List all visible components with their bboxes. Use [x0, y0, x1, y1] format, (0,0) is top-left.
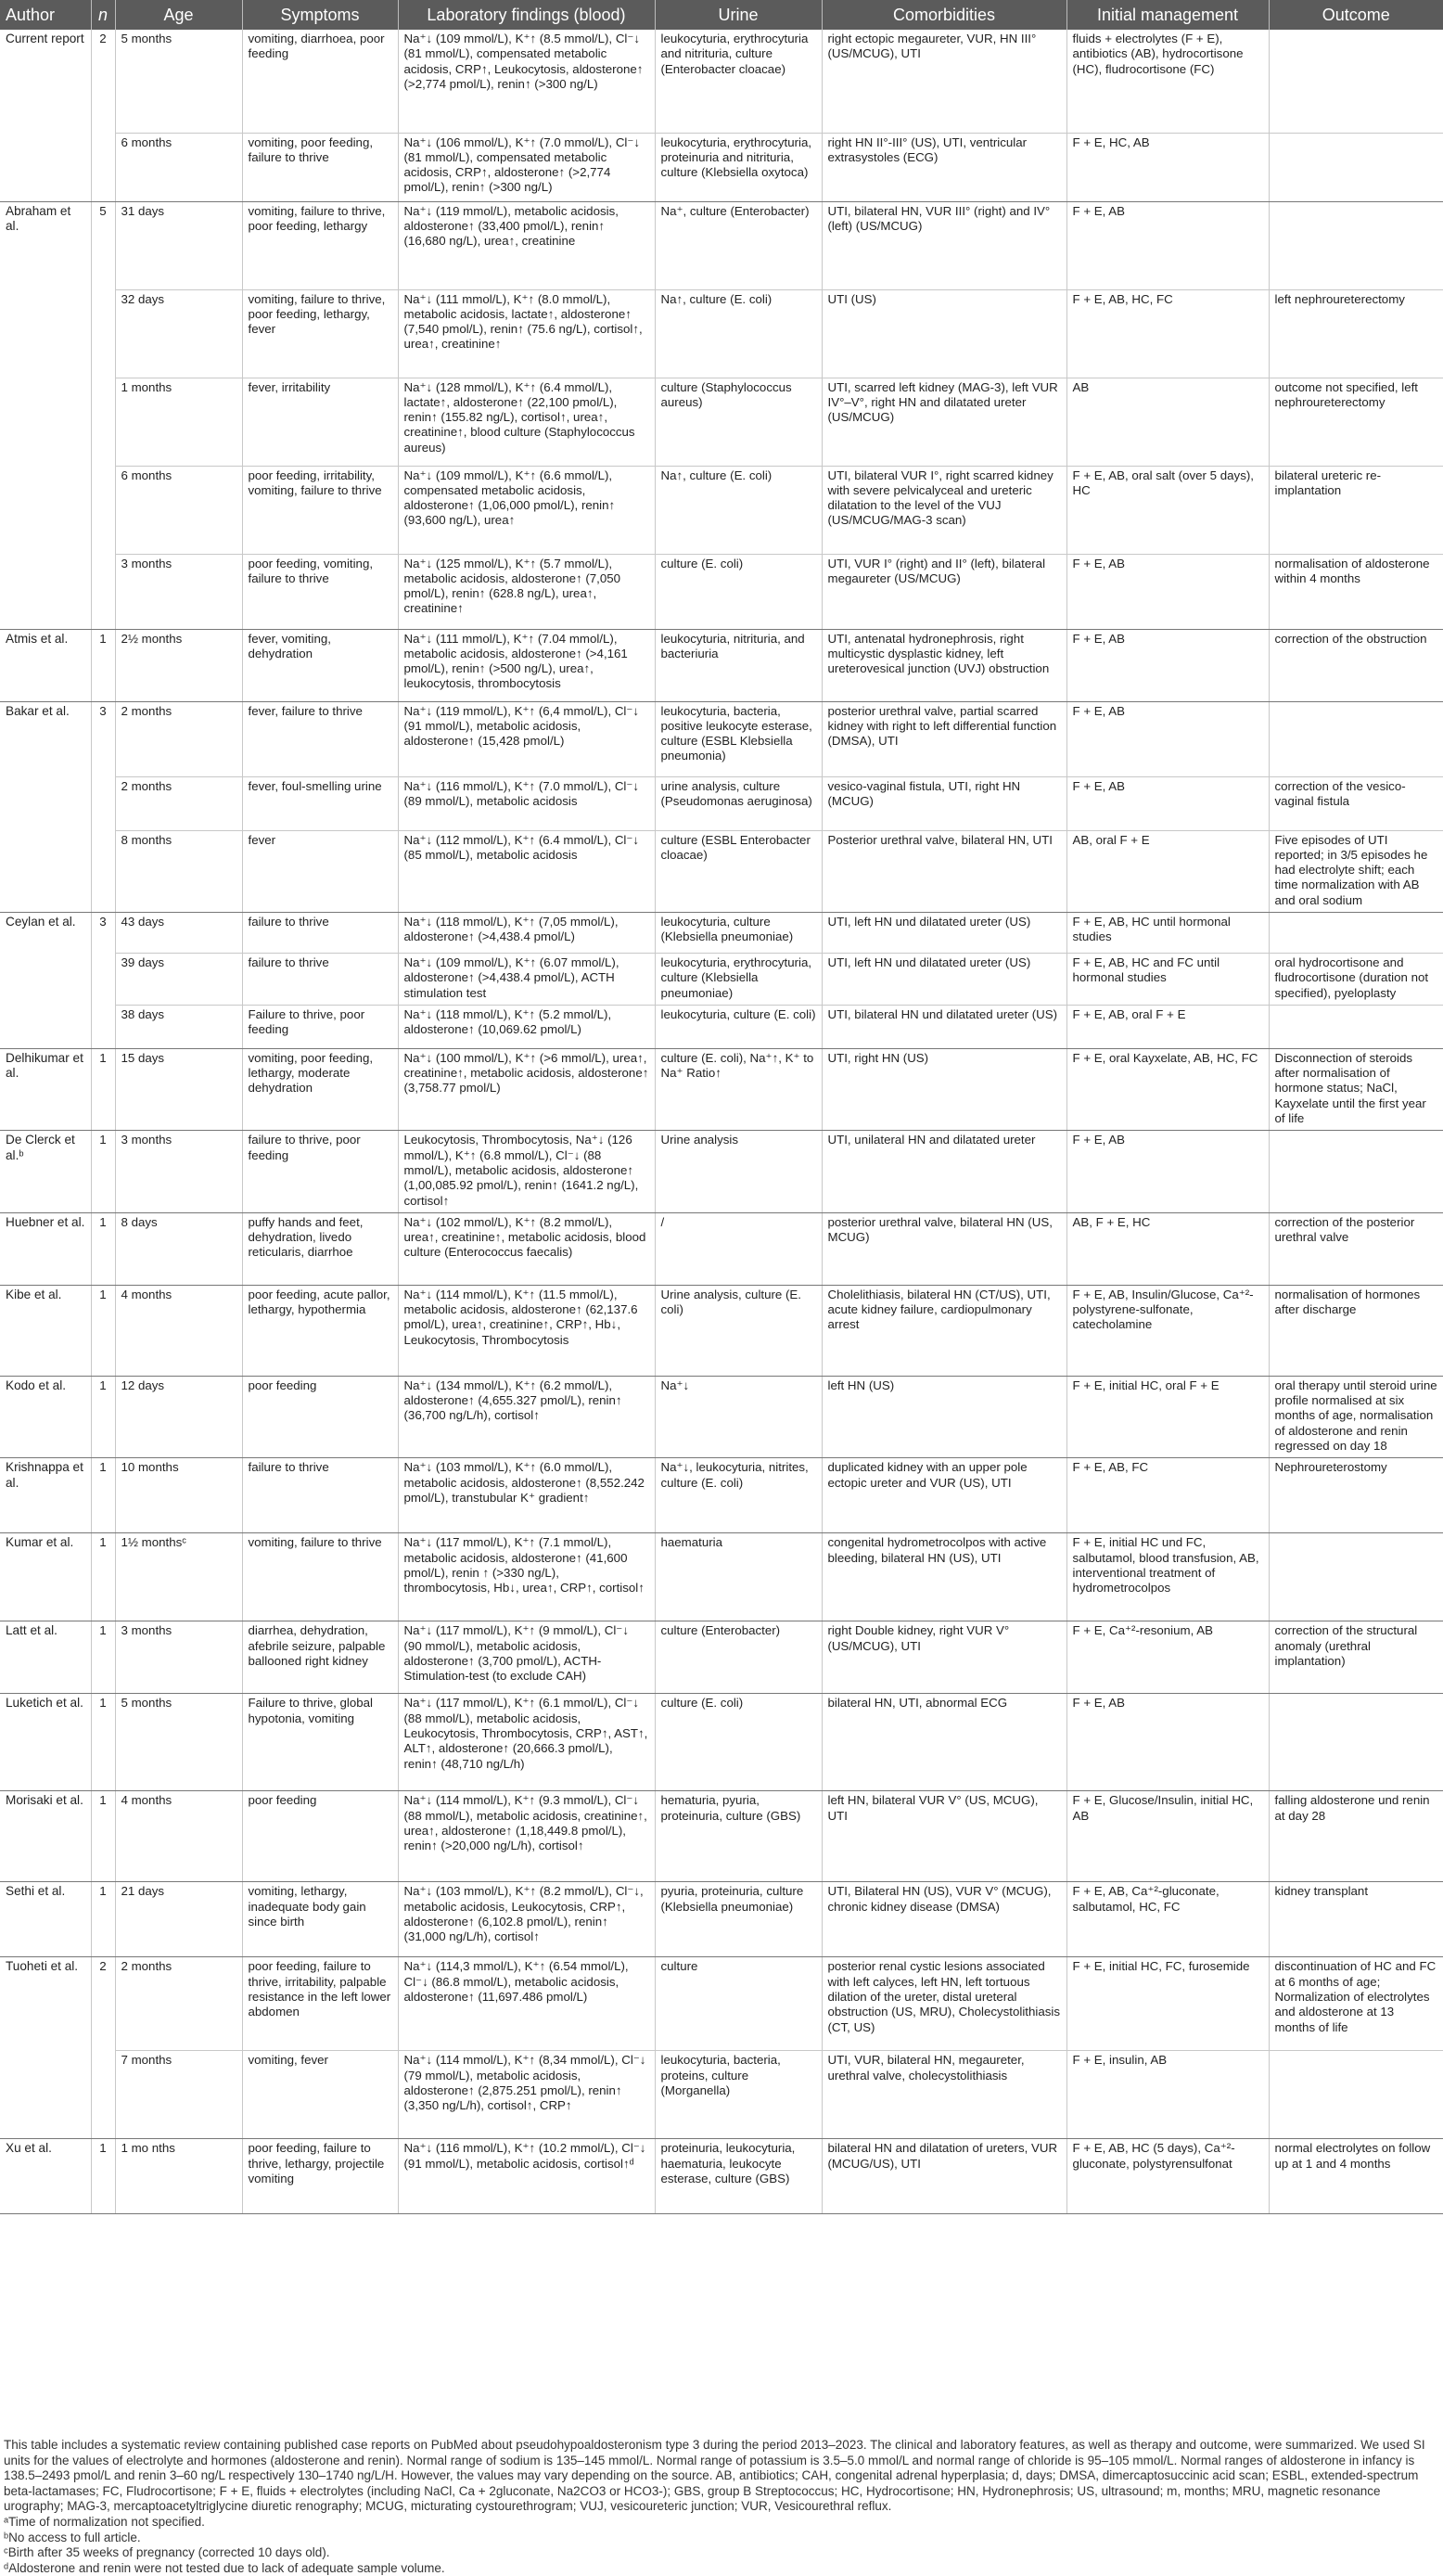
cell-lab: Na⁺↓ (118 mmol/L), K⁺↑ (5.2 mmol/L), aldosterone↑ (10,069.62 pmol/L): [398, 1005, 655, 1048]
cell-author: Luketich et al.: [0, 1694, 91, 1791]
cell-urine: culture (E. coli), Na⁺↑, K⁺ to Na⁺ Ratio↑: [655, 1048, 822, 1130]
cell-urine: Na↑, culture (E. coli): [655, 466, 822, 554]
table-row: [0, 953, 1443, 1005]
cell-urine: proteinuria, leukocyturia, haematuria, leukocyte esterase, culture (GBS): [655, 2139, 822, 2214]
cell-management: F + E, AB, FC: [1066, 1458, 1269, 1533]
cell-age: 43 days: [115, 912, 242, 953]
cell-author: Huebner et al.: [0, 1212, 91, 1285]
col-header-lab: Laboratory findings (blood): [398, 0, 655, 30]
cell-lab: Na⁺↓ (109 mmol/L), K⁺↑ (8.5 mmol/L), Cl⁻↓ (81 mmol/L), compensated metabolic acidosis, CRP↑, Leukocytosis, aldosterone↑ (>2,774 pmol/L), renin↑ (>300 ng/L): [398, 30, 655, 133]
cell-comorbidities: UTI, unilateral HN and dilatated ureter: [822, 1131, 1066, 1212]
cell-symptoms: vomiting, fever: [242, 2051, 398, 2139]
cell-age: 21 days: [115, 1882, 242, 1957]
cell-management: F + E, AB, Insulin/Glucose, Ca⁺²-polystyrene-sulfonate, catecholamine: [1066, 1285, 1269, 1376]
cell-comorbidities: UTI, scarred left kidney (MAG-3), left VUR IV°–V°, right HN and dilatated ureter (US/MCUG): [822, 378, 1066, 466]
cell-n: 1: [91, 1694, 115, 1791]
cell-symptoms: poor feeding, vomiting, failure to thrive: [242, 554, 398, 629]
cell-age: 1 months: [115, 378, 242, 466]
cell-urine: leukocyturia, bacteria, positive leukocyte esterase, culture (ESBL Klebsiella pneumonia): [655, 701, 822, 776]
cell-management: F + E, AB: [1066, 776, 1269, 830]
cell-n: 1: [91, 1882, 115, 1957]
cell-comorbidities: left HN (US): [822, 1376, 1066, 1457]
cell-comorbidities: UTI, Bilateral HN (US), VUR V° (MCUG), chronic kidney disease (DMSA): [822, 1882, 1066, 1957]
cell-management: F + E, AB: [1066, 201, 1269, 289]
cell-symptoms: poor feeding: [242, 1791, 398, 1882]
cell-urine: Na⁺↓: [655, 1376, 822, 1457]
cell-comorbidities: vesico-vaginal fistula, UTI, right HN (MCUG): [822, 776, 1066, 830]
cell-outcome: [1269, 30, 1443, 133]
table-row: [0, 30, 1443, 133]
cell-symptoms: poor feeding, acute pallor, lethargy, hypothermia: [242, 1285, 398, 1376]
cell-age: 2 months: [115, 776, 242, 830]
cell-symptoms: poor feeding, irritability, vomiting, failure to thrive: [242, 466, 398, 554]
cell-management: F + E, AB, HC and FC until hormonal studies: [1066, 953, 1269, 1005]
cell-management: F + E, AB, oral salt (over 5 days), HC: [1066, 466, 1269, 554]
cell-urine: Urine analysis: [655, 1131, 822, 1212]
cell-age: 3 months: [115, 1131, 242, 1212]
cell-urine: Na↑, culture (E. coli): [655, 289, 822, 378]
col-header-management: Initial management: [1066, 0, 1269, 30]
cell-age: 39 days: [115, 953, 242, 1005]
table-row: [0, 1791, 1443, 1882]
cell-lab: Na⁺↓ (106 mmol/L), K⁺↑ (7.0 mmol/L), Cl⁻↓ (81 mmol/L), compensated metabolic acidosis, CRP↑, aldosterone↑ (>2,774 pmol/L), renin↑ (>300 ng/L): [398, 133, 655, 201]
cell-outcome: [1269, 1131, 1443, 1212]
cell-urine: Na⁺, culture (Enterobacter): [655, 201, 822, 289]
cell-urine: culture (Enterobacter): [655, 1621, 822, 1694]
cell-author: De Clerck et al.ᵇ: [0, 1131, 91, 1212]
cell-comorbidities: UTI, bilateral HN und dilatated ureter (US): [822, 1005, 1066, 1048]
table-row: [0, 1048, 1443, 1130]
cell-outcome: bilateral ureteric re-implantation: [1269, 466, 1443, 554]
cell-lab: Na⁺↓ (100 mmol/L), K⁺↑ (>6 mmol/L), urea↑, creatinine↑, metabolic acidosis, aldosterone↑ (3,758.77 pmol/L): [398, 1048, 655, 1130]
cell-comorbidities: UTI, VUR I° (right) and II° (left), bilateral megaureter (US/MCUG): [822, 554, 1066, 629]
cell-comorbidities: bilateral HN and dilatation of ureters, VUR (MCUG/US), UTI: [822, 2139, 1066, 2214]
cell-outcome: [1269, 1694, 1443, 1791]
cell-n: 5: [91, 201, 115, 629]
col-header-outcome: Outcome: [1269, 0, 1443, 30]
cell-age: 6 months: [115, 466, 242, 554]
cell-lab: Na⁺↓ (114 mmol/L), K⁺↑ (8,34 mmol/L), Cl⁻↓ (79 mmol/L), metabolic acidosis, aldosterone↑ (2,875.251 pmol/L), renin↑ (3,350 ng/L/h), cortisol↑, CRP↑: [398, 2051, 655, 2139]
table-row: [0, 554, 1443, 629]
cell-outcome: [1269, 701, 1443, 776]
cell-n: 3: [91, 701, 115, 912]
cell-urine: hematuria, pyuria, proteinuria, culture (GBS): [655, 1791, 822, 1882]
cell-lab: Na⁺↓ (102 mmol/L), K⁺↑ (8.2 mmol/L), urea↑, creatinine↑, metabolic acidosis, blood culture (Enterococcus faecalis): [398, 1212, 655, 1285]
col-header-symptoms: Symptoms: [242, 0, 398, 30]
cell-comorbidities: UTI, left HN und dilatated ureter (US): [822, 953, 1066, 1005]
cell-outcome: correction of the obstruction: [1269, 629, 1443, 701]
table-footnotes: [0, 2438, 1443, 2576]
cell-outcome: normal electrolytes on follow up at 1 and 4 months: [1269, 2139, 1443, 2214]
cell-lab: Na⁺↓ (117 mmol/L), K⁺↑ (6.1 mmol/L), Cl⁻↓ (88 mmol/L), metabolic acidosis, Leukocytosis, Thrombocytosis, CRP↑, AST↑, ALT↑, aldosterone↑ (20,666.3 pmol/L), renin↑ (48,710 ng/L/h): [398, 1694, 655, 1791]
table-row: [0, 133, 1443, 201]
cell-symptoms: poor feeding: [242, 1376, 398, 1457]
cell-symptoms: vomiting, poor feeding, failure to thrive: [242, 133, 398, 201]
cell-management: F + E, HC, AB: [1066, 133, 1269, 201]
cell-comorbidities: right ectopic megaureter, VUR, HN III° (US/MCUG), UTI: [822, 30, 1066, 133]
cell-comorbidities: right HN II°-III° (US), UTI, ventricular extrasystoles (ECG): [822, 133, 1066, 201]
cell-symptoms: fever, failure to thrive: [242, 701, 398, 776]
cell-lab: Na⁺↓ (114 mmol/L), K⁺↑ (11.5 mmol/L), metabolic acidosis, aldosterone↑ (62,137.6 pmol/L), urea↑, creatinine↑, CRP↑, Hb↓, Leukocytosis, Thrombocytosis: [398, 1285, 655, 1376]
cell-lab: Na⁺↓ (109 mmol/L), K⁺↑ (6.07 mmol/L), aldosterone↑ (>4,438.4 pmol/L), ACTH stimulation test: [398, 953, 655, 1005]
table-row: [0, 1005, 1443, 1048]
cell-outcome: correction of the structural anomaly (urethral implantation): [1269, 1621, 1443, 1694]
cell-comorbidities: posterior renal cystic lesions associated with left calyces, left HN, left tortuous dilation of the ureter, distal ureteral obstruction (US, MRU), Cholecystolithiasis (CT, US): [822, 1957, 1066, 2051]
table-body: [0, 30, 1443, 2214]
cell-n: 1: [91, 1376, 115, 1457]
cell-symptoms: failure to thrive: [242, 1458, 398, 1533]
cell-symptoms: fever, vomiting, dehydration: [242, 629, 398, 701]
cell-comorbidities: congenital hydrometrocolpos with active bleeding, bilateral HN (US), UTI: [822, 1533, 1066, 1621]
cell-management: F + E, initial HC und FC, salbutamol, blood transfusion, AB, interventional treatment of hydrometrocolpos: [1066, 1533, 1269, 1621]
cell-lab: Na⁺↓ (134 mmol/L), K⁺↑ (6.2 mmol/L), aldosterone↑ (4,655.327 pmol/L), renin↑ (36,700 ng/L/h), cortisol↑: [398, 1376, 655, 1457]
cell-age: 8 months: [115, 830, 242, 912]
cell-comorbidities: duplicated kidney with an upper pole ectopic ureter and VUR (US), UTI: [822, 1458, 1066, 1533]
cell-lab: Na⁺↓ (112 mmol/L), K⁺↑ (6.4 mmol/L), Cl⁻↓ (85 mmol/L), metabolic acidosis: [398, 830, 655, 912]
cell-outcome: oral therapy until steroid urine profile normalised at six months of age, normalisation of aldosterone and renin regressed on day 18: [1269, 1376, 1443, 1457]
cell-urine: leukocyturia, erythrocyturia, culture (Klebsiella pneumoniae): [655, 953, 822, 1005]
cell-urine: Na⁺↓, leukocyturia, nitrites, culture (E. coli): [655, 1458, 822, 1533]
cell-outcome: oral hydrocortisone and fludrocortisone (duration not specified), pyeloplasty: [1269, 953, 1443, 1005]
cell-symptoms: failure to thrive: [242, 912, 398, 953]
cell-symptoms: vomiting, lethargy, inadequate body gain since birth: [242, 1882, 398, 1957]
cell-comorbidities: right Double kidney, right VUR V° (US/MCUG), UTI: [822, 1621, 1066, 1694]
table-row: [0, 2139, 1443, 2214]
table-row: [0, 1376, 1443, 1457]
cell-age: 4 months: [115, 1791, 242, 1882]
cell-lab: Na⁺↓ (103 mmol/L), K⁺↑ (6.0 mmol/L), metabolic acidosis, aldosterone↑ (8,552.242 pmol/L), transtubular K⁺ gradient↑: [398, 1458, 655, 1533]
table-row: [0, 289, 1443, 378]
cell-lab: Na⁺↓ (119 mmol/L), metabolic acidosis, aldosterone↑ (33,400 pmol/L), renin↑ (16,680 ng/L), urea↑, creatinine: [398, 201, 655, 289]
cell-n: 1: [91, 1533, 115, 1621]
cell-lab: Na⁺↓ (116 mmol/L), K⁺↑ (7.0 mmol/L), Cl⁻↓ (89 mmol/L), metabolic acidosis: [398, 776, 655, 830]
cell-urine: leukocyturia, culture (Klebsiella pneumoniae): [655, 912, 822, 953]
cell-author: Tuoheti et al.: [0, 1957, 91, 2139]
cell-author: Current report: [0, 30, 91, 201]
cell-urine: pyuria, proteinuria, culture (Klebsiella pneumoniae): [655, 1882, 822, 1957]
cell-outcome: correction of the vesico-vaginal fistula: [1269, 776, 1443, 830]
cell-outcome: [1269, 912, 1443, 953]
col-header-n: n: [91, 0, 115, 30]
cell-age: 15 days: [115, 1048, 242, 1130]
table-row: [0, 912, 1443, 953]
cell-comorbidities: UTI, bilateral HN, VUR III° (right) and IV° (left) (US/MCUG): [822, 201, 1066, 289]
table-row: [0, 1621, 1443, 1694]
cell-management: F + E, insulin, AB: [1066, 2051, 1269, 2139]
cell-lab: Na⁺↓ (119 mmol/L), K⁺↑ (6,4 mmol/L), Cl⁻↓ (91 mmol/L), metabolic acidosis, aldosterone↑ (15,428 pmol/L): [398, 701, 655, 776]
cell-urine: Urine analysis, culture (E. coli): [655, 1285, 822, 1376]
cell-management: F + E, Ca⁺²-resonium, AB: [1066, 1621, 1269, 1694]
cell-urine: urine analysis, culture (Pseudomonas aeruginosa): [655, 776, 822, 830]
cell-n: 1: [91, 1458, 115, 1533]
cell-age: 2½ months: [115, 629, 242, 701]
cell-lab: Na⁺↓ (128 mmol/L), K⁺↑ (6.4 mmol/L), lactate↑, aldosterone↑ (22,100 pmol/L), renin↑ (155.82 ng/L), cortisol↑, urea↑, creatinine↑, blood culture (Staphylococcus aureus): [398, 378, 655, 466]
cell-management: F + E, AB, HC, FC: [1066, 289, 1269, 378]
cell-management: F + E, AB: [1066, 629, 1269, 701]
cell-comorbidities: posterior urethral valve, partial scarred kidney with right to left differential function (DMSA), UTI: [822, 701, 1066, 776]
cell-outcome: left nephroureterectomy: [1269, 289, 1443, 378]
table-header-row: [0, 0, 1443, 30]
cell-symptoms: vomiting, poor feeding, lethargy, moderate dehydration: [242, 1048, 398, 1130]
cell-lab: Na⁺↓ (125 mmol/L), K⁺↑ (5.7 mmol/L), metabolic acidosis, aldosterone↑ (7,050 pmol/L), renin↑ (628.8 ng/L), urea↑, creatinine↑: [398, 554, 655, 629]
cell-comorbidities: UTI, antenatal hydronephrosis, right multicystic dysplastic kidney, left ureterovesical junction (UVJ) obstruction: [822, 629, 1066, 701]
cell-management: F + E, AB, HC until hormonal studies: [1066, 912, 1269, 953]
cell-comorbidities: bilateral HN, UTI, abnormal ECG: [822, 1694, 1066, 1791]
cell-outcome: Nephroureterostomy: [1269, 1458, 1443, 1533]
cell-n: 3: [91, 912, 115, 1048]
cell-management: F + E, AB: [1066, 701, 1269, 776]
cell-outcome: [1269, 133, 1443, 201]
table-row: [0, 1212, 1443, 1285]
cell-management: F + E, AB, oral F + E: [1066, 1005, 1269, 1048]
cell-lab: Na⁺↓ (118 mmol/L), K⁺↑ (7,05 mmol/L), aldosterone↑ (>4,438.4 pmol/L): [398, 912, 655, 953]
cell-n: 1: [91, 1791, 115, 1882]
cell-symptoms: vomiting, diarrhoea, poor feeding: [242, 30, 398, 133]
table-row: [0, 830, 1443, 912]
cell-n: 1: [91, 1285, 115, 1376]
cell-urine: /: [655, 1212, 822, 1285]
cell-outcome: falling aldosterone und renin at day 28: [1269, 1791, 1443, 1882]
cell-urine: culture: [655, 1957, 822, 2051]
cell-author: Ceylan et al.: [0, 912, 91, 1048]
cell-comorbidities: UTI (US): [822, 289, 1066, 378]
cell-management: F + E, AB: [1066, 1131, 1269, 1212]
cell-outcome: normalisation of hormones after discharge: [1269, 1285, 1443, 1376]
cell-author: Xu et al.: [0, 2139, 91, 2214]
cell-symptoms: Failure to thrive, global hypotonia, vomiting: [242, 1694, 398, 1791]
table-row: [0, 1458, 1443, 1533]
cell-author: Kodo et al.: [0, 1376, 91, 1457]
cell-urine: culture (Staphylococcus aureus): [655, 378, 822, 466]
cell-symptoms: fever: [242, 830, 398, 912]
cell-outcome: correction of the posterior urethral valve: [1269, 1212, 1443, 1285]
cell-age: 2 months: [115, 1957, 242, 2051]
cell-management: AB: [1066, 378, 1269, 466]
cell-lab: Na⁺↓ (103 mmol/L), K⁺↑ (8.2 mmol/L), Cl⁻↓, metabolic acidosis, Leukocytosis, CRP↑, aldosterone↑ (6,102.8 pmol/L), renin↑ (31,000 ng/L/h), cortisol↑: [398, 1882, 655, 1957]
cell-comorbidities: UTI, right HN (US): [822, 1048, 1066, 1130]
table-row: [0, 201, 1443, 289]
cell-outcome: [1269, 201, 1443, 289]
footnote-d: ᵈAldosterone and renin were not tested due to lack of adequate sample volume.: [4, 2560, 445, 2575]
table-row: [0, 1131, 1443, 1212]
table-row: [0, 1694, 1443, 1791]
table-row: [0, 1533, 1443, 1621]
cell-author: Delhikumar et al.: [0, 1048, 91, 1130]
cell-comorbidities: UTI, left HN und dilatated ureter (US): [822, 912, 1066, 953]
cell-symptoms: puffy hands and feet, dehydration, livedo reticularis, diarrhoe: [242, 1212, 398, 1285]
cell-author: Abraham et al.: [0, 201, 91, 629]
cell-age: 4 months: [115, 1285, 242, 1376]
cell-management: F + E, AB, Ca⁺²-gluconate, salbutamol, HC, FC: [1066, 1882, 1269, 1957]
cell-management: F + E, oral Kayxelate, AB, HC, FC: [1066, 1048, 1269, 1130]
cell-outcome: outcome not specified, left nephroureterectomy: [1269, 378, 1443, 466]
cell-age: 8 days: [115, 1212, 242, 1285]
cell-management: F + E, Glucose/Insulin, initial HC, AB: [1066, 1791, 1269, 1882]
cell-n: 1: [91, 1621, 115, 1694]
cell-author: Atmis et al.: [0, 629, 91, 701]
cell-n: 1: [91, 629, 115, 701]
cell-author: Morisaki et al.: [0, 1791, 91, 1882]
cell-management: F + E, initial HC, oral F + E: [1066, 1376, 1269, 1457]
cell-n: 1: [91, 1131, 115, 1212]
cell-management: AB, F + E, HC: [1066, 1212, 1269, 1285]
cell-management: F + E, initial HC, FC, furosemide: [1066, 1957, 1269, 2051]
cell-urine: leukocyturia, bacteria, proteins, culture (Morganella): [655, 2051, 822, 2139]
cell-symptoms: failure to thrive: [242, 953, 398, 1005]
cell-symptoms: failure to thrive, poor feeding: [242, 1131, 398, 1212]
cell-age: 6 months: [115, 133, 242, 201]
cell-n: 2: [91, 30, 115, 201]
cell-age: 7 months: [115, 2051, 242, 2139]
cell-outcome: [1269, 1005, 1443, 1048]
cell-urine: culture (E. coli): [655, 1694, 822, 1791]
table-row: [0, 1957, 1443, 2051]
cell-age: 10 months: [115, 1458, 242, 1533]
cell-management: F + E, AB: [1066, 554, 1269, 629]
footnote-b: ᵇNo access to full article.: [4, 2530, 141, 2544]
cell-age: 38 days: [115, 1005, 242, 1048]
cell-lab: Na⁺↓ (117 mmol/L), K⁺↑ (7.1 mmol/L), metabolic acidosis, aldosterone↑ (41,600 pmol/L), renin ↑ (>330 ng/L), thrombocytosis, Hb↓, urea↑, CRP↑, cortisol↑: [398, 1533, 655, 1621]
cell-age: 5 months: [115, 1694, 242, 1791]
cell-urine: leukocyturia, erythrocyturia, proteinuria and nitrituria, culture (Klebsiella oxytoca): [655, 133, 822, 201]
cell-author: Krishnappa et al.: [0, 1458, 91, 1533]
table-row: [0, 701, 1443, 776]
cell-lab: Na⁺↓ (117 mmol/L), K⁺↑ (9 mmol/L), Cl⁻↓ (90 mmol/L), metabolic acidosis, aldosterone↑ (3,700 pmol/L), ACTH-Stimulation-test (to exclude CAH): [398, 1621, 655, 1694]
cell-author: Sethi et al.: [0, 1882, 91, 1957]
cell-comorbidities: UTI, bilateral VUR I°, right scarred kidney with severe pelvicalyceal and ureteric dilatation to the level of the VUJ (US/MCUG/MAG-3 scan): [822, 466, 1066, 554]
cell-n: 1: [91, 2139, 115, 2214]
cell-urine: haematuria: [655, 1533, 822, 1621]
footnote-c: ᶜBirth after 35 weeks of pregnancy (corrected 10 days old).: [4, 2545, 330, 2560]
cell-symptoms: vomiting, failure to thrive, poor feeding, lethargy: [242, 201, 398, 289]
col-header-author: Author: [0, 0, 91, 30]
table-row: [0, 2051, 1443, 2139]
cell-lab: Na⁺↓ (111 mmol/L), K⁺↑ (7.04 mmol/L), metabolic acidosis, aldosterone↑ (>4,161 pmol/L), renin↑ (>500 ng/L), urea↑, leukocytosis, thrombocytosis: [398, 629, 655, 701]
cell-outcome: [1269, 2051, 1443, 2139]
cell-symptoms: fever, irritability: [242, 378, 398, 466]
cell-outcome: kidney transplant: [1269, 1882, 1443, 1957]
cell-urine: leukocyturia, nitrituria, and bacteriuria: [655, 629, 822, 701]
cell-age: 3 months: [115, 1621, 242, 1694]
cell-author: Kibe et al.: [0, 1285, 91, 1376]
cell-n: 2: [91, 1957, 115, 2139]
cell-outcome: Five episodes of UTI reported; in 3/5 episodes he had electrolyte shift; each time normalization with AB and oral sodium: [1269, 830, 1443, 912]
cell-comorbidities: posterior urethral valve, bilateral HN (US, MCUG): [822, 1212, 1066, 1285]
cell-age: 31 days: [115, 201, 242, 289]
table-row: [0, 1882, 1443, 1957]
cell-lab: Na⁺↓ (109 mmol/L), K⁺↑ (6.6 mmol/L), compensated metabolic acidosis, aldosterone↑ (1,06,000 pmol/L), renin↑ (93,600 ng/L), urea↑: [398, 466, 655, 554]
cell-symptoms: poor feeding, failure to thrive, irritability, palpable resistance in the left lower abdomen: [242, 1957, 398, 2051]
cell-management: F + E, AB, HC (5 days), Ca⁺²-gluconate, polystyrensulfonat: [1066, 2139, 1269, 2214]
cell-lab: Na⁺↓ (116 mmol/L), K⁺↑ (10.2 mmol/L), Cl⁻↓ (91 mmol/L), metabolic acidosis, cortisol↑ᵈ: [398, 2139, 655, 2214]
cell-urine: leukocyturia, erythrocyturia and nitrituria, culture (Enterobacter cloacae): [655, 30, 822, 133]
col-header-comorbidities: Comorbidities: [822, 0, 1066, 30]
cell-symptoms: diarrhea, dehydration, afebrile seizure, palpable ballooned right kidney: [242, 1621, 398, 1694]
cell-age: 1 mo nths: [115, 2139, 242, 2214]
table-row: [0, 629, 1443, 701]
cell-management: fluids + electrolytes (F + E), antibiotics (AB), hydrocortisone (HC), fludrocortisone (FC): [1066, 30, 1269, 133]
cell-age: 12 days: [115, 1376, 242, 1457]
cell-age: 5 months: [115, 30, 242, 133]
cell-author: Latt et al.: [0, 1621, 91, 1694]
col-header-urine: Urine: [655, 0, 822, 30]
table-row: [0, 378, 1443, 466]
cell-comorbidities: Cholelithiasis, bilateral HN (CT/US), UTI, acute kidney failure, cardiopulmonary arrest: [822, 1285, 1066, 1376]
footnote-a: ᵃTime of normalization not specified.: [4, 2514, 205, 2529]
table-row: [0, 776, 1443, 830]
cell-outcome: Disconnection of steroids after normalisation of hormone status; NaCl, Kayxelate until the first year of life: [1269, 1048, 1443, 1130]
col-header-age: Age: [115, 0, 242, 30]
table-row: [0, 1285, 1443, 1376]
cell-author: Bakar et al.: [0, 701, 91, 912]
cell-symptoms: vomiting, failure to thrive: [242, 1533, 398, 1621]
cell-lab: Leukocytosis, Thrombocytosis, Na⁺↓ (126 mmol/L), K⁺↑ (6.8 mmol/L), Cl⁻↓ (88 mmol/L), metabolic acidosis, aldosterone↑ (1,00,085.92 pmol/L), renin↑ (1641.2 ng/L), cortisol↑: [398, 1131, 655, 1212]
cell-lab: Na⁺↓ (114 mmol/L), K⁺↑ (9.3 mmol/L), Cl⁻↓ (88 mmol/L), metabolic acidosis, creatinine↑, urea↑, aldosterone↑ (1,18,449.8 pmol/L), renin↑ (>20,000 ng/L/h), cortisol↑: [398, 1791, 655, 1882]
cell-age: 3 months: [115, 554, 242, 629]
cell-lab: Na⁺↓ (111 mmol/L), K⁺↑ (8.0 mmol/L), metabolic acidosis, lactate↑, aldosterone↑ (7,540 pmol/L), renin↑ (75.6 ng/L), cortisol↑, urea↑, creatinine↑: [398, 289, 655, 378]
cell-author: Kumar et al.: [0, 1533, 91, 1621]
cell-age: 32 days: [115, 289, 242, 378]
cell-management: F + E, AB: [1066, 1694, 1269, 1791]
cell-age: 2 months: [115, 701, 242, 776]
cell-symptoms: vomiting, failure to thrive, poor feeding, lethargy, fever: [242, 289, 398, 378]
cell-outcome: discontinuation of HC and FC at 6 months of age; Normalization of electrolytes and aldosterone at 13 months of life: [1269, 1957, 1443, 2051]
cell-symptoms: fever, foul-smelling urine: [242, 776, 398, 830]
cell-urine: leukocyturia, culture (E. coli): [655, 1005, 822, 1048]
cell-urine: culture (E. coli): [655, 554, 822, 629]
cell-outcome: normalisation of aldosterone within 4 months: [1269, 554, 1443, 629]
cell-symptoms: poor feeding, failure to thrive, lethargy, projectile vomiting: [242, 2139, 398, 2214]
cell-outcome: [1269, 1533, 1443, 1621]
cell-comorbidities: UTI, VUR, bilateral HN, megaureter, urethral valve, cholecystolithiasis: [822, 2051, 1066, 2139]
cell-comorbidities: left HN, bilateral VUR V° (US, MCUG), UTI: [822, 1791, 1066, 1882]
cell-comorbidities: Posterior urethral valve, bilateral HN, UTI: [822, 830, 1066, 912]
cell-n: 1: [91, 1048, 115, 1130]
cell-management: AB, oral F + E: [1066, 830, 1269, 912]
footnote-main: This table includes a systematic review containing published case reports on PubMed about pseudohypoaldosteronism type 3 during the period 2013–2023. The clinical and laboratory features, as well as therapy and outcome, were summarized. We used SI units for the values of electrolyte and hormones (aldosterone and renin). Normal range of sodium is 135–145 mmol/L. Normal range of potassium is 3.5–5.0 mmol/L and normal range of chloride is 95–105 mmol/L. Normal ranges of aldosterone in infancy is 138.5–2493 pmol/L and renin 3–60 ng/L respectively 130–1740 ng/L/H. However, the values may vary depending on the source. AB, antibiotics; CAH, congenital adrenal hyperplasia; d, days; DMSA, dimercaptosuccinic acid scan; ESBL, extended-spectrum beta-lactamases; FC, Fludrocortisone; F + E, fluids + electrolytes (including NaCl, Ca + 2gluconate, Na2CO3 or HCO3-); GBS, group B Streptococcus; HC, Hydrocortisone; HN, Hydronephrosis; US, ultrasound; m, months; MRU, magnetic resonance urography; MAG-3, mercaptoacetyltriglycine diuretic renography; MCUG, micturating cystourethrogram; VUJ, vesicoureteric junction; VUR, Vesicourethral reflux.: [4, 2438, 1425, 2514]
table-row: [0, 466, 1443, 554]
cell-symptoms: Failure to thrive, poor feeding: [242, 1005, 398, 1048]
cell-n: 1: [91, 1212, 115, 1285]
cell-lab: Na⁺↓ (114,3 mmol/L), K⁺↑ (6.54 mmol/L), Cl⁻↓ (86.8 mmol/L), metabolic acidosis, aldosterone↑ (11,697.486 pmol/L): [398, 1957, 655, 2051]
cell-urine: culture (ESBL Enterobacter cloacae): [655, 830, 822, 912]
cell-age: 1½ monthsᶜ: [115, 1533, 242, 1621]
